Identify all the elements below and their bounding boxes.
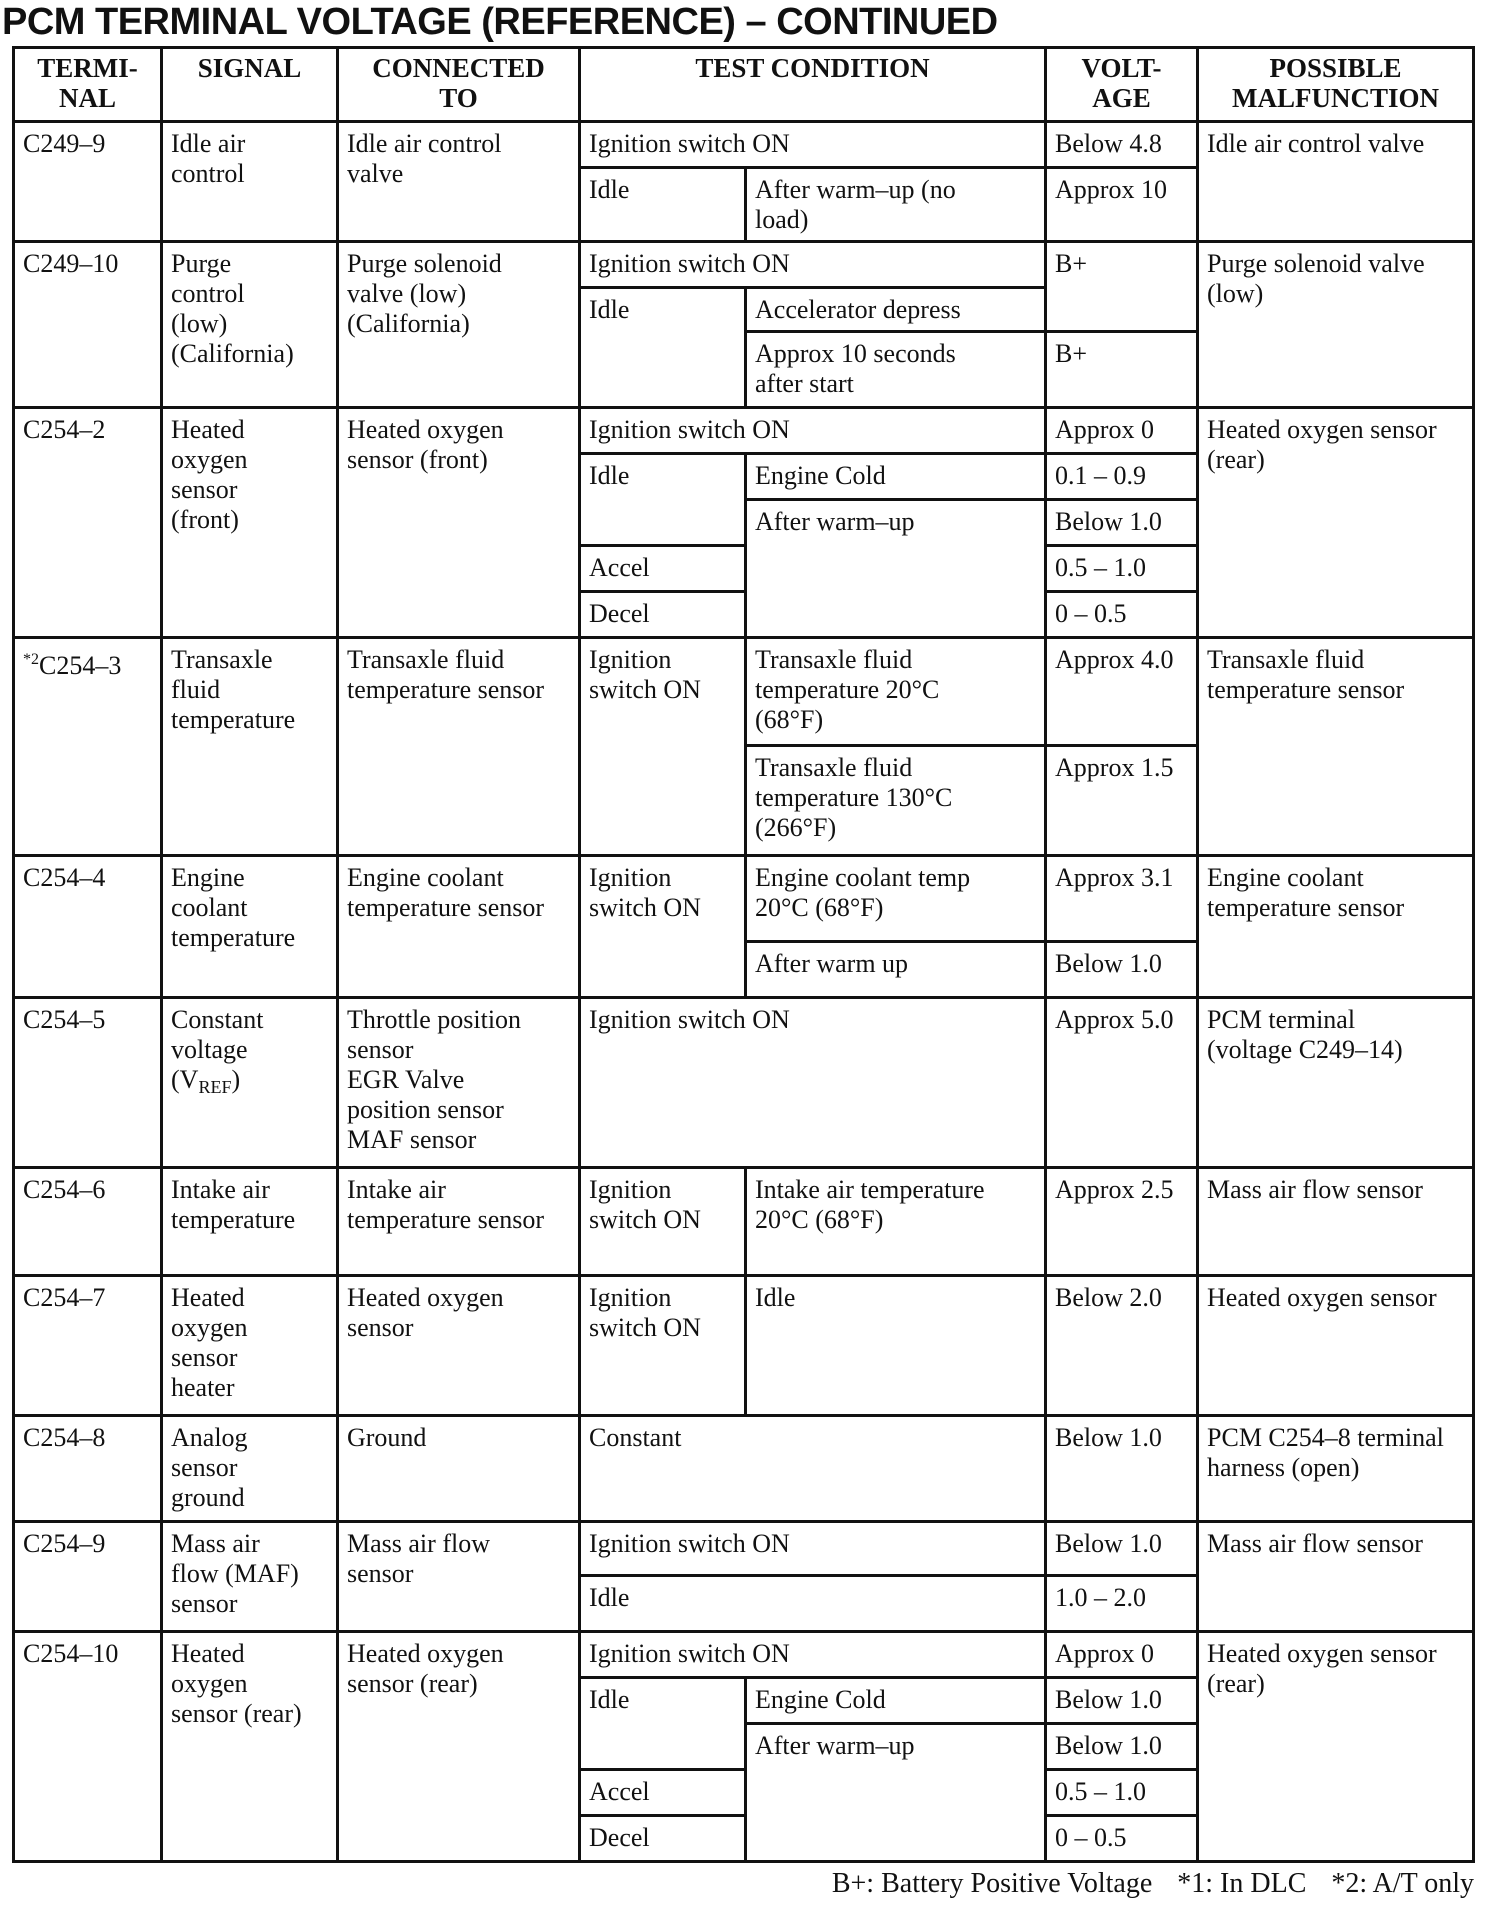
- test-condition-cell: Ignition switch ON: [580, 1632, 1046, 1678]
- test-condition-cell: Ignition switch ON: [580, 1168, 746, 1276]
- connected-cell: Mass air flow sensor: [338, 1522, 580, 1632]
- table-row: [14, 242, 1474, 288]
- footnote-note-1: *1: In DLC: [1177, 1868, 1307, 1899]
- malfunction-cell: Engine coolant temperature sensor: [1198, 856, 1474, 998]
- pcm-voltage-table: [12, 46, 1475, 1863]
- terminal-cell: C254–4: [14, 856, 162, 998]
- header-possible-malfunction: POSSIBLE MALFUNCTION: [1198, 48, 1474, 122]
- test-condition-cell: Accel: [580, 1770, 746, 1816]
- terminal-cell: C249–10: [14, 242, 162, 408]
- terminal-cell: C254–10: [14, 1632, 162, 1862]
- malfunction-cell: Heated oxygen sensor: [1198, 1276, 1474, 1416]
- test-condition-cell: Transaxle fluid temperature 20°C (68°F): [746, 638, 1046, 746]
- table-row: [14, 1632, 1474, 1678]
- test-condition-cell: Engine Cold: [746, 454, 1046, 500]
- test-condition-cell: After warm–up (no load): [746, 168, 1046, 242]
- voltage-cell: 0 – 0.5: [1046, 592, 1198, 638]
- table-row: [14, 1168, 1474, 1276]
- test-condition-cell: Accelerator depress: [746, 288, 1046, 332]
- signal-cell: Heated oxygen sensor heater: [162, 1276, 338, 1416]
- table-row: [14, 1522, 1474, 1576]
- table-row: [14, 638, 1474, 746]
- voltage-cell: Below 4.8: [1046, 122, 1198, 168]
- test-condition-cell: Ignition switch ON: [580, 1522, 1046, 1576]
- terminal-cell: C254–2: [14, 408, 162, 638]
- test-condition-cell: After warm–up: [746, 500, 1046, 638]
- signal-cell: Engine coolant temperature: [162, 856, 338, 998]
- test-condition-cell: Accel: [580, 546, 746, 592]
- malfunction-cell: PCM C254–8 terminal harness (open): [1198, 1416, 1474, 1522]
- test-condition-cell: Decel: [580, 592, 746, 638]
- connected-cell: Heated oxygen sensor (rear): [338, 1632, 580, 1862]
- connected-cell: Heated oxygen sensor: [338, 1276, 580, 1416]
- connected-cell: Idle air control valve: [338, 122, 580, 242]
- connected-cell: Heated oxygen sensor (front): [338, 408, 580, 638]
- test-condition-cell: After warm–up: [746, 1724, 1046, 1862]
- test-condition-cell: Ignition switch ON: [580, 1276, 746, 1416]
- table-row: [14, 1416, 1474, 1522]
- terminal-cell: $^{*2}$C254–3: [14, 638, 162, 856]
- malfunction-cell: Mass air flow sensor: [1198, 1522, 1474, 1632]
- voltage-cell: Approx 3.1: [1046, 856, 1198, 942]
- header-row: [14, 48, 1474, 122]
- signal-cell: Idle air control: [162, 122, 338, 242]
- malfunction-cell: Transaxle fluid temperature sensor: [1198, 638, 1474, 856]
- test-condition-cell: Ignition switch ON: [580, 638, 746, 856]
- signal-cell: Analog sensor ground: [162, 1416, 338, 1522]
- voltage-cell: 0.5 – 1.0: [1046, 546, 1198, 592]
- voltage-cell: 0.1 – 0.9: [1046, 454, 1198, 500]
- test-condition-cell: Engine Cold: [746, 1678, 1046, 1724]
- malfunction-cell: Heated oxygen sensor (rear): [1198, 408, 1474, 638]
- signal-cell: Transaxle fluid temperature: [162, 638, 338, 856]
- test-condition-cell: Idle: [580, 168, 746, 242]
- footnote-note-2: *2: A/T only: [1331, 1868, 1474, 1899]
- connected-cell: Throttle position sensor EGR Valve position sensor MAF sensor: [338, 998, 580, 1168]
- header-signal: SIGNAL: [162, 48, 338, 122]
- test-condition-cell: Ignition switch ON: [580, 242, 1046, 288]
- terminal-cell: C254–7: [14, 1276, 162, 1416]
- voltage-cell: 1.0 – 2.0: [1046, 1576, 1198, 1632]
- malfunction-cell: Heated oxygen sensor (rear): [1198, 1632, 1474, 1862]
- malfunction-cell: Purge solenoid valve (low): [1198, 242, 1474, 408]
- connected-cell: Ground: [338, 1416, 580, 1522]
- malfunction-cell: Idle air control valve: [1198, 122, 1474, 242]
- voltage-cell: Below 1.0: [1046, 1678, 1198, 1724]
- signal-cell: Purge control (low) (California): [162, 242, 338, 408]
- header-terminal: TERMI- NAL: [14, 48, 162, 122]
- header-voltage: VOLT- AGE: [1046, 48, 1198, 122]
- malfunction-cell: PCM terminal (voltage C249–14): [1198, 998, 1474, 1168]
- test-condition-cell: Idle: [580, 1576, 1046, 1632]
- connected-cell: Intake air temperature sensor: [338, 1168, 580, 1276]
- header-test-condition: TEST CONDITION: [580, 48, 1046, 122]
- test-condition-cell: Ignition switch ON: [580, 122, 1046, 168]
- table-row: [14, 408, 1474, 454]
- signal-cell: Heated oxygen sensor (rear): [162, 1632, 338, 1862]
- header-connected-to: CONNECTED TO: [338, 48, 580, 122]
- test-condition-cell: Decel: [580, 1816, 746, 1862]
- terminal-cell: C254–9: [14, 1522, 162, 1632]
- voltage-cell: Approx 0: [1046, 408, 1198, 454]
- terminal-cell: C249–9: [14, 122, 162, 242]
- voltage-cell: Below 2.0: [1046, 1276, 1198, 1416]
- voltage-cell: Approx 5.0: [1046, 998, 1198, 1168]
- voltage-cell: Approx 0: [1046, 1632, 1198, 1678]
- voltage-cell: 0.5 – 1.0: [1046, 1770, 1198, 1816]
- voltage-cell: Below 1.0: [1046, 500, 1198, 546]
- table-row: [14, 1276, 1474, 1416]
- test-condition-cell: Ignition switch ON: [580, 408, 1046, 454]
- voltage-cell: Approx 1.5: [1046, 746, 1198, 856]
- terminal-cell: C254–5: [14, 998, 162, 1168]
- test-condition-cell: Idle: [580, 1678, 746, 1770]
- voltage-cell: Approx 4.0: [1046, 638, 1198, 746]
- test-condition-cell: Ignition switch ON: [580, 856, 746, 998]
- connected-cell: Engine coolant temperature sensor: [338, 856, 580, 998]
- table-row: [14, 856, 1474, 942]
- test-condition-cell: Idle: [580, 454, 746, 546]
- test-condition-cell: Idle: [580, 288, 746, 408]
- test-condition-cell: Idle: [746, 1276, 1046, 1416]
- voltage-cell: B+: [1046, 332, 1198, 408]
- test-condition-cell: After warm up: [746, 942, 1046, 998]
- connected-cell: Purge solenoid valve (low) (California): [338, 242, 580, 408]
- connected-cell: Transaxle fluid temperature sensor: [338, 638, 580, 856]
- voltage-cell: Below 1.0: [1046, 1724, 1198, 1770]
- voltage-cell: 0 – 0.5: [1046, 1816, 1198, 1862]
- footnote-bplus: B+: Battery Positive Voltage: [831, 1868, 1153, 1899]
- voltage-cell: Approx 10: [1046, 168, 1198, 242]
- table-row: [14, 998, 1474, 1168]
- signal-cell: Mass air flow (MAF) sensor: [162, 1522, 338, 1632]
- voltage-cell: Approx 2.5: [1046, 1168, 1198, 1276]
- voltage-cell: B+: [1046, 242, 1198, 332]
- test-condition-cell: Transaxle fluid temperature 130°C (266°F): [746, 746, 1046, 856]
- malfunction-cell: Mass air flow sensor: [1198, 1168, 1474, 1276]
- test-condition-cell: Constant: [580, 1416, 1046, 1522]
- voltage-cell: Below 1.0: [1046, 1522, 1198, 1576]
- footnote: [832, 1868, 1474, 1900]
- terminal-cell: C254–6: [14, 1168, 162, 1276]
- signal-cell: Constant voltage $(V_{REF})$: [162, 998, 338, 1168]
- table-row: [14, 122, 1474, 168]
- test-condition-cell: Approx 10 seconds after start: [746, 332, 1046, 408]
- test-condition-cell: Engine coolant temp 20°C (68°F): [746, 856, 1046, 942]
- test-condition-cell: Intake air temperature 20°C (68°F): [746, 1168, 1046, 1276]
- voltage-cell: Below 1.0: [1046, 942, 1198, 998]
- terminal-cell: C254–8: [14, 1416, 162, 1522]
- signal-cell: Heated oxygen sensor (front): [162, 408, 338, 638]
- page-title: PCM TERMINAL VOLTAGE (REFERENCE) – CONTINUED: [2, 1, 998, 43]
- voltage-cell: Below 1.0: [1046, 1416, 1198, 1522]
- signal-cell: Intake air temperature: [162, 1168, 338, 1276]
- test-condition-cell: Ignition switch ON: [580, 998, 1046, 1168]
